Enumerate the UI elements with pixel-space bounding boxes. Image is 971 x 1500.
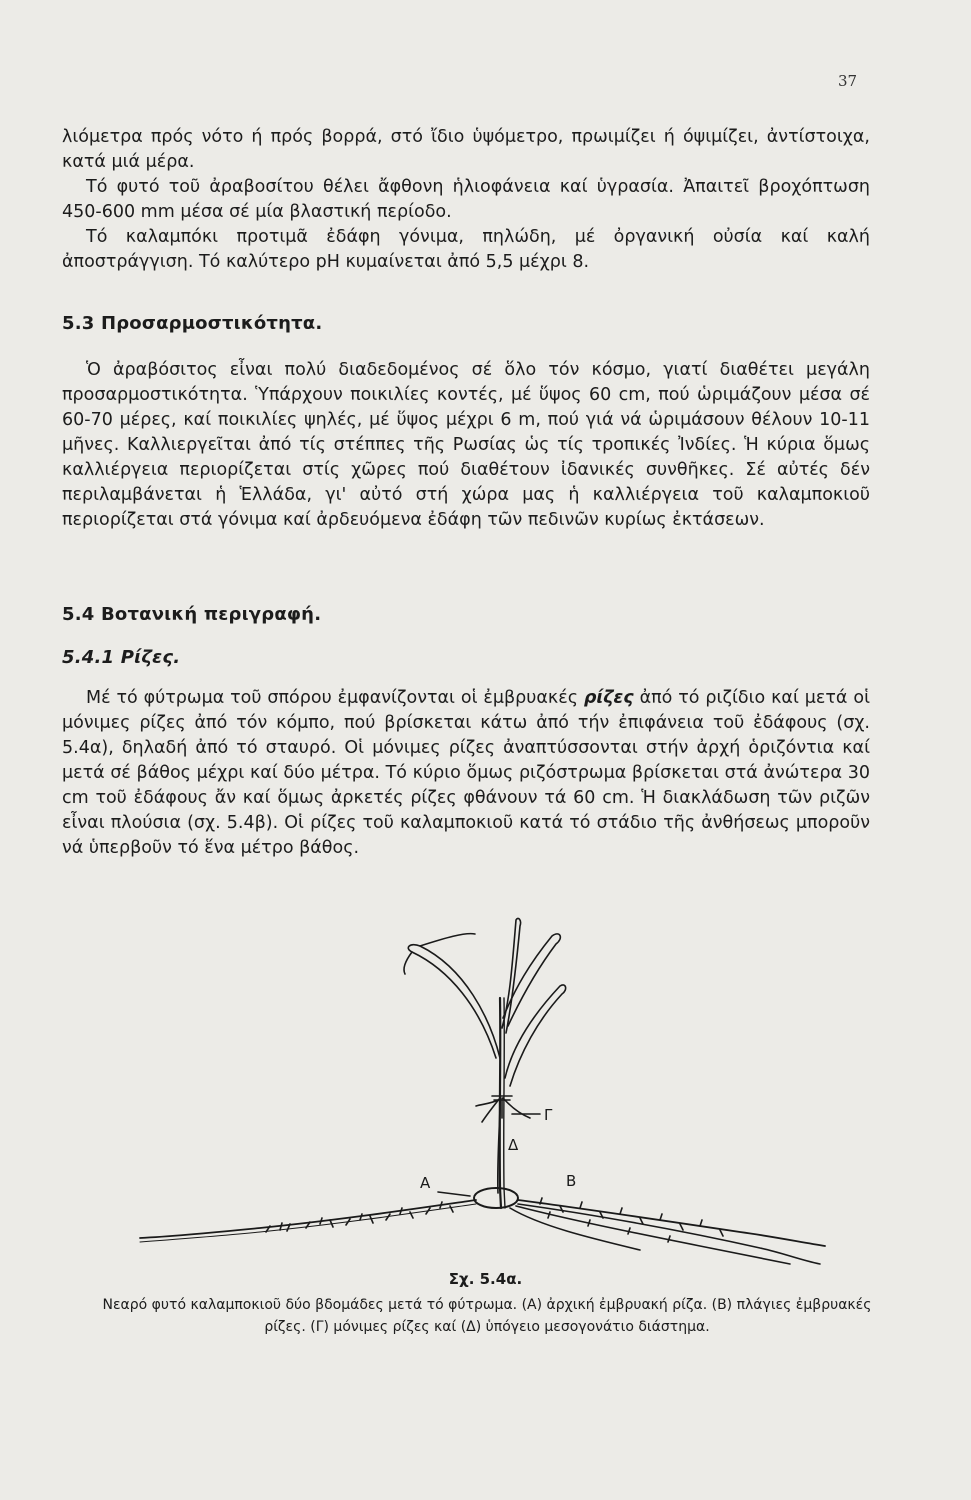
stem [500,998,501,1208]
label-d: Δ [508,1136,519,1154]
section-5-3-heading: 5.3 Προσαρμοστικότητα. [62,313,323,334]
label-a: Α [420,1174,431,1192]
section-5-3-text [62,358,870,533]
intro-paragraph-2: Τό φυτό τοῦ ἀραβοσίτου θέλει ἄφθονη ἡλιοφάνεια καί ὑγρασία. Ἀπαιτεῖ βροχόπτωση 450-600 mm μέσα σέ μία βλαστική περίοδο. [62,177,870,222]
seed [474,1188,518,1208]
roots-emphasis: ρίζες [583,688,634,708]
intro-paragraph-3: Τό καλαμπόκι προτιμᾶ ἐδάφη γόνιμα, πηλώδη, μέ ὀργανική οὐσία καί καλή ἀποστράγγιση. Τό καλύτερο pH κυμαίνεται ἀπό 5,5 μέχρι 8. [62,227,870,272]
leaf-right-lower [505,985,566,1086]
roots-text-end: ἀπό τό ριζίδιο καί μετά οἱ μόνιμες ρίζες ἀπό τόν κόμπο, πού βρίσκεται κάτω ἀπό τήν ἐπιφάνεια τοῦ ἐδάφους (σχ. 5.4α), δηλαδή ἀπό τό σταυρό. Οἱ μόνιμες ρίζες ἀναπτύσσονται στήν ἀρχή ὁριζόντια καί μετά σέ βάθος μέχρι καί δύο μέτρα. Τό κύριο ὅμως ριζόστρωμα βρίσκεται στά ἀνώτερα 30 cm τοῦ ἐδάφους ἄν καί ὅμως ἀρκετές ρίζες φθάνουν τά 60 cm. Ἡ διακλάδωση τῶν ριζῶν εἶναι πλούσια (σχ. 5.4β). Οἱ ρίζες τοῦ καλαμποκιοῦ κατά τό στάδιο τῆς ἀνθήσεως μποροῦν νά ὑπερβοῦν τό ἕνα μέτρο βάθος. [62,688,870,858]
roots-text-start: Μέ τό φύτρωμα τοῦ σπόρου ἐμφανίζονται οἱ ἐμβρυακές [86,688,584,708]
lateral-root-1 [518,1200,825,1246]
label-g: Γ [544,1106,553,1124]
primary-root [140,1200,476,1238]
corn-seedling-figure [120,908,840,1278]
intro-paragraph-1: λιόμετρα πρός νότο ή πρός βορρά, στό ἴδιο ὑψόμετρο, πρωιμίζει ή όψιμίζει, ἀντίστοιχα, κατά μιά μέρα. [62,127,870,172]
section-5-3-paragraph: Ὁ ἀραβόσιτος εἶναι πολύ διαδεδομένος σέ ὅλο τόν κόσμο, γιατί διαθέτει μεγάλη προσαρμοστικότητα. Ὑπάρχουν ποικιλίες κοντές, μέ ὕψος 60 cm, πού ὡριμάζουν μέσα σέ 60-70 μέρες, καί ποικιλίες ψηλές, μέ ὕψος μέχρι 6 m, πού γιά νά ὡριμάσουν θέλουν 10-11 μῆνες. Καλλιεργεῖται ἀπό τίς στέππες τῆς Ρωσίας ὡς τίς τροπικές Ἰνδίες. Ἡ κύρια ὅμως καλλιέργεια περιορίζεται στίς χῶρες πού διαθέτουν ἰδανικές συνθῆκες. Σέ αὐτές δέν περιλαμβάνεται ἡ Ἑλλάδα, γι' αὐτό στή χώρα μας ἡ καλλιέργεια τοῦ καλαμποκιοῦ περιορίζεται στά γόνιμα καί ἀρδευόμενα ἐδάφη τῶν πεδινῶν κυρίως ἐκτάσεων. [62,360,870,530]
leaf-top [502,918,521,1033]
page-number: 37 [838,72,858,90]
leaf-left [408,945,500,1058]
intro-text [62,125,870,275]
roots-paragraph [62,686,870,861]
corn-seedling-drawing [120,908,840,1278]
figure-title: Σχ. 5.4α. [448,1270,523,1288]
section-5-4-1-heading: 5.4.1 Ρίζες. [62,647,181,668]
leaf-right-upper [503,934,560,1026]
label-a-leader [438,1192,470,1196]
lateral-root-3 [516,1206,790,1264]
permanent-roots [476,1098,530,1122]
lateral-root-2 [518,1204,820,1264]
section-5-4-1-text [62,686,870,861]
section-5-4-heading: 5.4 Βοτανική περιγραφή. [62,604,322,625]
figure-caption: Νεαρό φυτό καλαμποκιοῦ δύο βδομάδες μετά τό φύτρωμα. (Α) ἀρχική ἐμβρυακή ρίζα. (Β) πλάγιες ἐμβρυακές ρίζες. (Γ) μόνιμες ρίζες καί (Δ) ὑπόγειο μεσογονάτιο διάστημα. [102,1297,872,1335]
label-b: Β [566,1172,577,1190]
